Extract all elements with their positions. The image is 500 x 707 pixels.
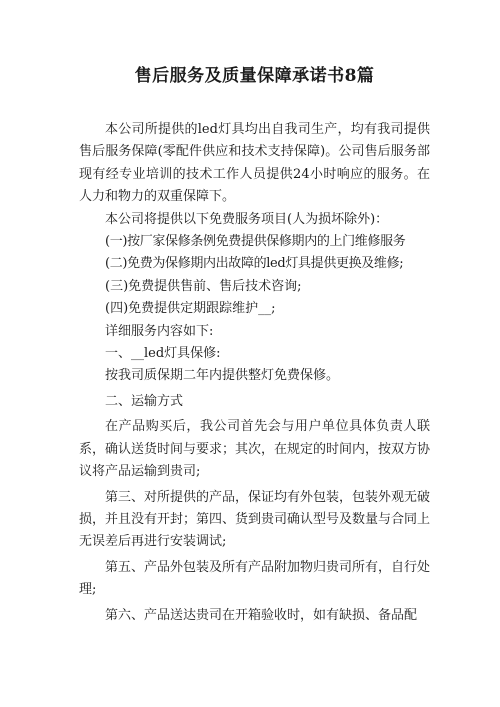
section-heading-warranty: 一、__led灯具保修: xyxy=(105,346,221,362)
document-body xyxy=(79,119,430,627)
paragraph-packaging-ownership: 第五、产品外包装及所有产品附加物归贵司所有，自行处理; xyxy=(79,559,431,598)
paragraph-free-services-intro: 本公司将提供以下免费服务项目(人为损坏除外)： xyxy=(105,211,389,227)
paragraph-warranty: 按我司质保期二年内提供整灯免费保修。 xyxy=(105,368,340,384)
paragraph-packaging: 第三、对所提供的产品，保证均有外包装，包装外观无破损，并且没有开封；第四、货到贵司确认型号及数量与合同上无误差后再进行安装调试; xyxy=(79,489,431,550)
list-item-maintenance: (四)免费提供定期跟踪维护__; xyxy=(105,301,276,317)
paragraph-transport: 在产品购买后，我公司首先会与用户单位具体负责人联系，确认送货时间与要求；其次，在规定的时间内，按双方协议将产品运输到贵司; xyxy=(79,419,431,480)
document-title: 售后服务及质量保障承诺书8篇 xyxy=(134,66,375,86)
list-item-consulting: (三)免费提供售前、售后技术咨询; xyxy=(105,278,302,294)
paragraph-acceptance: 第六、产品送达贵司在开箱验收时，如有缺损、备品配 xyxy=(105,607,418,623)
list-item-replacement: (二)免费为保修期内出故障的led灯具提供更换及维修; xyxy=(105,256,404,272)
paragraph-service-guarantee: 本公司所提供的led灯具均出自我司生产，均有我司提供售后服务保障(零配件供应和技术支持保障)。公司售后服务部现有经专业培训的技术工作人员提供24小时响应的服务。在人力和物力的双重保障下。 xyxy=(79,122,430,205)
paragraph-details-intro: 详细服务内容如下: xyxy=(105,323,214,339)
section-heading-transport: 二、运输方式 xyxy=(105,393,184,409)
list-item-onsite-repair: (一)按厂家保修条例免费提供保修期内的上门维修服务 xyxy=(105,234,406,250)
